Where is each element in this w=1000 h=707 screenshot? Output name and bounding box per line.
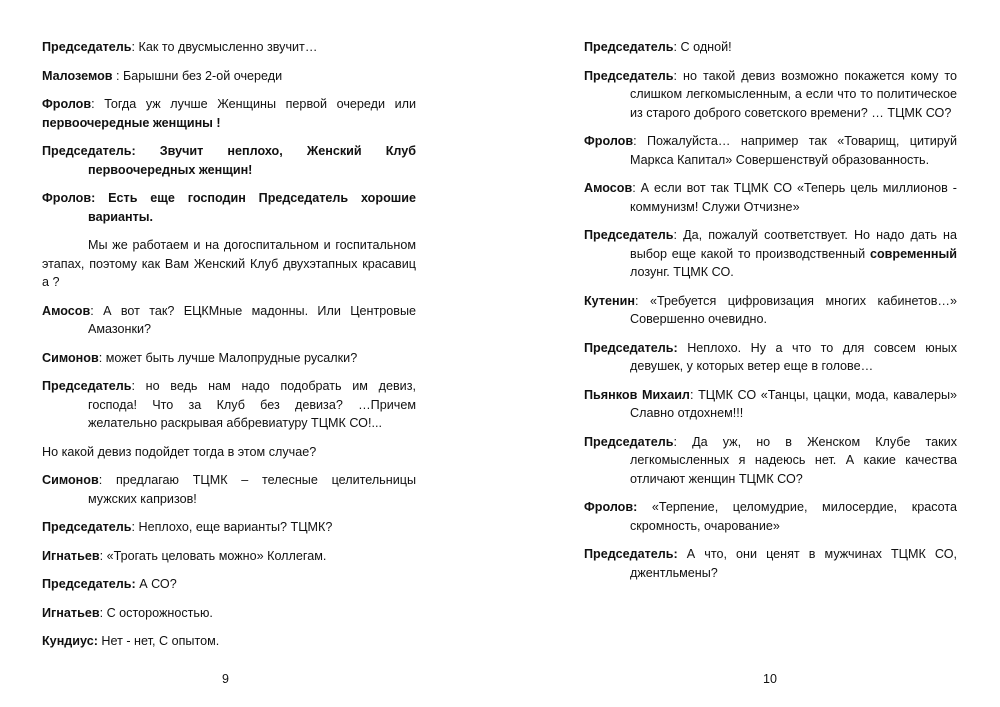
paragraph: [42, 142, 416, 179]
paragraph: [42, 632, 416, 651]
line-text: Неплохо. Ну а что то для совсем юных девушек, у которых ветер еще в голове…: [630, 340, 958, 373]
paragraph: Фролов: Тогда уж лучше Женщины первой очереди или первоочередные женщины !: [42, 97, 417, 130]
line-text: Да, пожалуй соответствует. Но надо дать на выбор еще какой то производственный: [630, 228, 957, 261]
paragraph: Председатель: С одной!: [584, 40, 732, 54]
line-text: Неплохо, еще варианты? ТЦМК?: [138, 520, 333, 534]
page-number: 9: [222, 672, 229, 686]
paragraph: Председатель: Как то двусмысленно звучит…: [42, 40, 318, 54]
speaker: Пьянков Михаил: [584, 387, 690, 402]
line-text: Да уж, но в Женском Клубе таких легкомысленных я надеюсь нет. А какие качества отличают женщин ТЦМК СО?: [630, 434, 957, 486]
line-text: А что, они ценят в мужчинах ТЦМК СО, джентльмены?: [630, 547, 957, 580]
line-text-bold: современный: [869, 246, 957, 261]
line-text: Мы же работаем и на догоспитальном и госпитальном этапах, поэтому как Вам Женский Клуб двухэтапных красавиц а ?: [42, 238, 416, 289]
paragraph: [584, 545, 957, 582]
paragraph: Председатель: но ведь нам надо подобрать им девиз, господа! Что за Клуб без девиза? …Причем желательно раскрывая аббревиатуру ТЦМК СО!...: [42, 379, 416, 430]
line-text: Тогда уж лучше Женщины первой очереди или: [104, 97, 417, 111]
speaker: Фролов: [584, 134, 634, 148]
line-text: Но какой девиз подойдет тогда в этом случае?: [42, 444, 317, 459]
speaker: Игнатьев: [42, 605, 100, 620]
paragraph: [42, 443, 416, 462]
line-text: Звучит неплохо, Женский Клуб первоочередных женщин!: [88, 144, 416, 177]
paragraph: [584, 498, 957, 535]
paragraph: Председатель: Неплохо, еще варианты? ТЦМК?: [42, 520, 333, 534]
line-text: может быть лучше Малопрудные русалки?: [105, 350, 358, 365]
line-text: С осторожностью.: [106, 605, 213, 620]
left-page-text: [42, 38, 416, 661]
right-page-text: [584, 38, 957, 592]
speaker: Кутенин: [584, 293, 635, 308]
paragraph: Председатель: Да, пожалуй соответствует. Но надо дать на выбор еще какой то производственный современный лозунг. ТЦМК СО.: [584, 228, 957, 279]
speaker: Председатель: [584, 40, 674, 54]
speaker: Председатель: [584, 68, 674, 83]
speaker: Председатель: [584, 228, 674, 242]
speaker: Игнатьев: [42, 548, 100, 563]
paragraph: [42, 236, 416, 292]
line-text: Нет - нет, С опытом.: [101, 634, 220, 648]
speaker: Симонов: [42, 473, 99, 487]
speaker: Председатель:: [584, 547, 678, 561]
line-text: Барышни без 2-ой очереди: [123, 68, 283, 83]
paragraph: [42, 575, 416, 594]
paragraph: Фролов: Пожалуйста… например так «Товарищ, цитируй Маркса Капитал» Совершенствуй образованность.: [584, 134, 958, 167]
speaker: Амосов: [584, 181, 633, 195]
line-text: Пожалуйста… например так «Товарищ, цитируй Маркса Капитал» Совершенствуй образованность.: [630, 134, 958, 167]
line-text: «Терпение, целомудрие, милосердие, красота скромность, очарование»: [630, 500, 958, 533]
speaker: Фролов:: [584, 500, 638, 514]
paragraph: Симонов: может быть лучше Малопрудные русалки?: [42, 350, 358, 365]
line-text: «Трогать целовать можно» Коллегам.: [106, 548, 327, 563]
line-text: А СО?: [139, 577, 177, 591]
speaker: Председатель:: [584, 340, 678, 355]
line-text: лозунг. ТЦМК СО.: [630, 265, 734, 279]
speaker: Симонов: [42, 350, 99, 365]
line-text: ТЦМК СО «Танцы, цацки, мода, кавалеры» Славно отдохнем!!!: [630, 387, 958, 420]
speaker: Председатель:: [42, 144, 136, 158]
line-text: Как то двусмысленно звучит…: [138, 40, 318, 54]
paragraph: Игнатьев: «Трогать целовать можно» Коллегам.: [42, 548, 327, 563]
speaker: Фролов: [42, 97, 92, 111]
speaker: Председатель: [42, 520, 132, 534]
line-text: но такой девиз возможно покажется кому то слишком легкомысленным, а если что то политическое из старого доброго советского времени? … ТЦМК СО?: [630, 68, 958, 120]
line-text: «Требуется цифровизация многих кабинетов…» Совершенно очевидно.: [630, 293, 957, 326]
line-text: но ведь нам надо подобрать им девиз, господа! Что за Клуб без девиза? …Причем желательно раскрывая аббревиатуру ТЦМК СО!...: [88, 379, 416, 430]
paragraph: Председатель: Да уж, но в Женском Клубе таких легкомысленных я надеюсь нет. А какие качества отличают женщин ТЦМК СО?: [584, 434, 957, 486]
page-number: 10: [763, 672, 777, 686]
paragraph: Малоземов : Барышни без 2-ой очереди: [42, 68, 283, 83]
speaker: Фролов:: [42, 191, 96, 205]
paragraph: Пьянков Михаил: ТЦМК СО «Танцы, цацки, мода, кавалеры» Славно отдохнем!!!: [584, 387, 958, 420]
speaker: Кундиус:: [42, 634, 98, 648]
line-text: А если вот так ТЦМК СО «Теперь цель миллионов - коммунизм! Служи Отчизне»: [630, 181, 957, 214]
line-text-bold: первоочередные женщины !: [42, 115, 221, 130]
paragraph: [584, 339, 957, 376]
speaker: Амосов: [42, 303, 91, 318]
line-text: С одной!: [680, 40, 732, 54]
paragraph: Кутенин: «Требуется цифровизация многих кабинетов…» Совершенно очевидно.: [584, 293, 957, 326]
speaker: Председатель: [584, 434, 674, 449]
speaker: Малоземов: [42, 68, 113, 83]
speaker: Председатель: [42, 40, 132, 54]
line-text: предлагаю ТЦМК – телесные целительницы мужских капризов!: [88, 473, 416, 506]
paragraph: Председатель: но такой девиз возможно покажется кому то слишком легкомысленным, а если что то политическое из старого доброго советского времени? … ТЦМК СО?: [584, 68, 958, 120]
paragraph: Игнатьев: С осторожностью.: [42, 605, 213, 620]
paragraph: Амосов: А если вот так ТЦМК СО «Теперь цель миллионов - коммунизм! Служи Отчизне»: [584, 181, 957, 214]
paragraph: Симонов: предлагаю ТЦМК – телесные целительницы мужских капризов!: [42, 473, 416, 506]
speaker: Председатель:: [42, 577, 136, 591]
speaker: Председатель: [42, 379, 132, 393]
line-text: А вот так? ЕЦКМные мадонны. Или Центровые Амазонки?: [88, 303, 417, 336]
paragraph: [42, 189, 416, 226]
line-text: Есть еще господин Председатель хорошие варианты.: [88, 191, 417, 224]
paragraph: Амосов: А вот так? ЕЦКМные мадонны. Или Центровые Амазонки?: [42, 303, 417, 336]
right-page: [500, 0, 1000, 707]
